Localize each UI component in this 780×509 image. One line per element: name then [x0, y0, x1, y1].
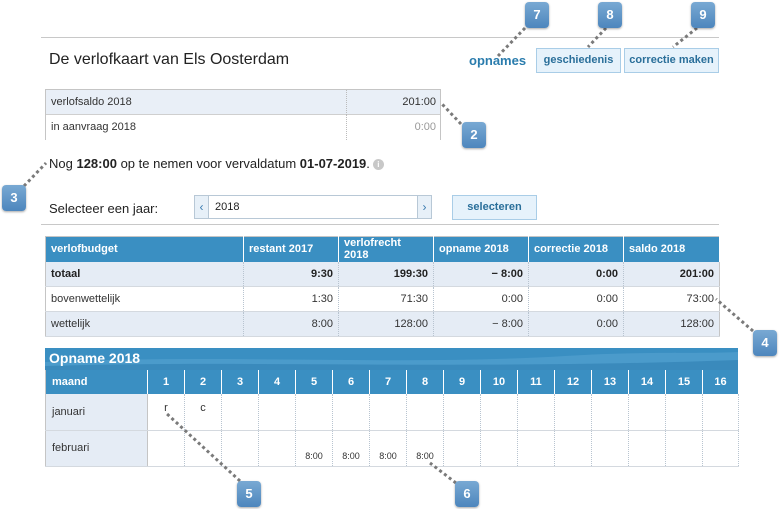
table-cell: 201:00 — [624, 262, 720, 287]
table-cell: 8:00 — [244, 312, 339, 337]
day-cell[interactable]: 8:00 — [333, 430, 370, 466]
table-cell: 128:00 — [339, 312, 434, 337]
day-cell[interactable]: c — [185, 394, 222, 430]
select-button[interactable]: selecteren — [452, 195, 537, 220]
day-header: 13 — [592, 370, 629, 394]
expiry-date: 01-07-2019 — [299, 156, 367, 171]
callout-badge: 7 — [525, 2, 549, 28]
day-header: 7 — [370, 370, 407, 394]
year-select-label: Selecteer een jaar: — [49, 201, 159, 216]
column-header: verlofbudget — [46, 237, 244, 262]
notice-prefix: Nog — [49, 156, 77, 171]
column-header: opname 2018 — [434, 237, 529, 262]
callout-badge: 5 — [237, 481, 261, 507]
callout-badge: 8 — [598, 2, 622, 28]
day-header: 9 — [444, 370, 481, 394]
history-button[interactable]: geschiedenis — [536, 48, 621, 73]
table-cell: 0:00 — [529, 312, 624, 337]
day-header: 4 — [259, 370, 296, 394]
day-header: 2 — [185, 370, 222, 394]
year-input[interactable]: 2018 — [215, 201, 240, 213]
page-title: De verlofkaart van Els Oosterdam — [49, 51, 290, 68]
day-cell[interactable]: 8:00 — [296, 430, 333, 466]
info-icon[interactable]: i — [373, 159, 384, 170]
table-cell: 1:30 — [244, 287, 339, 312]
day-header: 8 — [407, 370, 444, 394]
table-cell: 9:30 — [244, 262, 339, 287]
balance-label: verlofsaldo 2018 — [51, 96, 132, 108]
month-label: februari — [46, 430, 148, 466]
table-cell: 73:00 — [624, 287, 720, 312]
column-header: restant 2017 — [244, 237, 339, 262]
day-header: 6 — [333, 370, 370, 394]
pending-label: in aanvraag 2018 — [51, 121, 137, 133]
day-header: 14 — [629, 370, 666, 394]
day-header: 10 — [481, 370, 518, 394]
row-label: wettelijk — [46, 312, 244, 337]
balance-value: 201:00 — [402, 96, 436, 108]
table-cell: 0:00 — [529, 287, 624, 312]
day-cell[interactable]: 8:00 — [370, 430, 407, 466]
callout-badge: 9 — [691, 2, 715, 28]
notice-suffix: . — [366, 156, 370, 171]
callout-badge: 6 — [455, 481, 479, 507]
table-cell: − 8:00 — [434, 312, 529, 337]
day-header: 15 — [666, 370, 703, 394]
column-header: saldo 2018 — [624, 237, 720, 262]
table-cell: 128:00 — [624, 312, 720, 337]
day-header: 12 — [555, 370, 592, 394]
day-header: 11 — [518, 370, 555, 394]
day-cell[interactable]: 8:00 — [407, 430, 444, 466]
table-cell: 199:30 — [339, 262, 434, 287]
day-header: 16 — [703, 370, 739, 394]
callout-badge: 2 — [462, 122, 486, 148]
day-cell[interactable]: r — [148, 394, 185, 430]
callout-badge: 3 — [2, 185, 26, 211]
nav-opnames-link[interactable]: opnames — [469, 53, 527, 68]
day-header: 1 — [148, 370, 185, 394]
row-label: bovenwettelijk — [46, 287, 244, 312]
table-cell: 0:00 — [434, 287, 529, 312]
day-header: 5 — [296, 370, 333, 394]
table-cell: 0:00 — [529, 262, 624, 287]
notice-middle: op te nemen voor vervaldatum — [116, 156, 300, 171]
pending-value: 0:00 — [414, 121, 436, 133]
table-cell: − 8:00 — [434, 262, 529, 287]
remaining-hours: 128:00 — [76, 156, 117, 171]
column-header: correctie 2018 — [529, 237, 624, 262]
callout-badge: 4 — [753, 330, 777, 356]
next-year-icon[interactable]: › — [417, 196, 431, 218]
make-correction-button[interactable]: correctie maken — [624, 48, 719, 73]
opname-title: Opname 2018 — [49, 350, 141, 366]
row-label: totaal — [46, 262, 244, 287]
month-column-header: maand — [46, 370, 148, 394]
day-header: 3 — [222, 370, 259, 394]
previous-year-icon[interactable]: ‹ — [195, 196, 209, 218]
month-label: januari — [46, 394, 148, 430]
column-header: verlofrecht 2018 — [339, 237, 434, 262]
table-cell: 71:30 — [339, 287, 434, 312]
